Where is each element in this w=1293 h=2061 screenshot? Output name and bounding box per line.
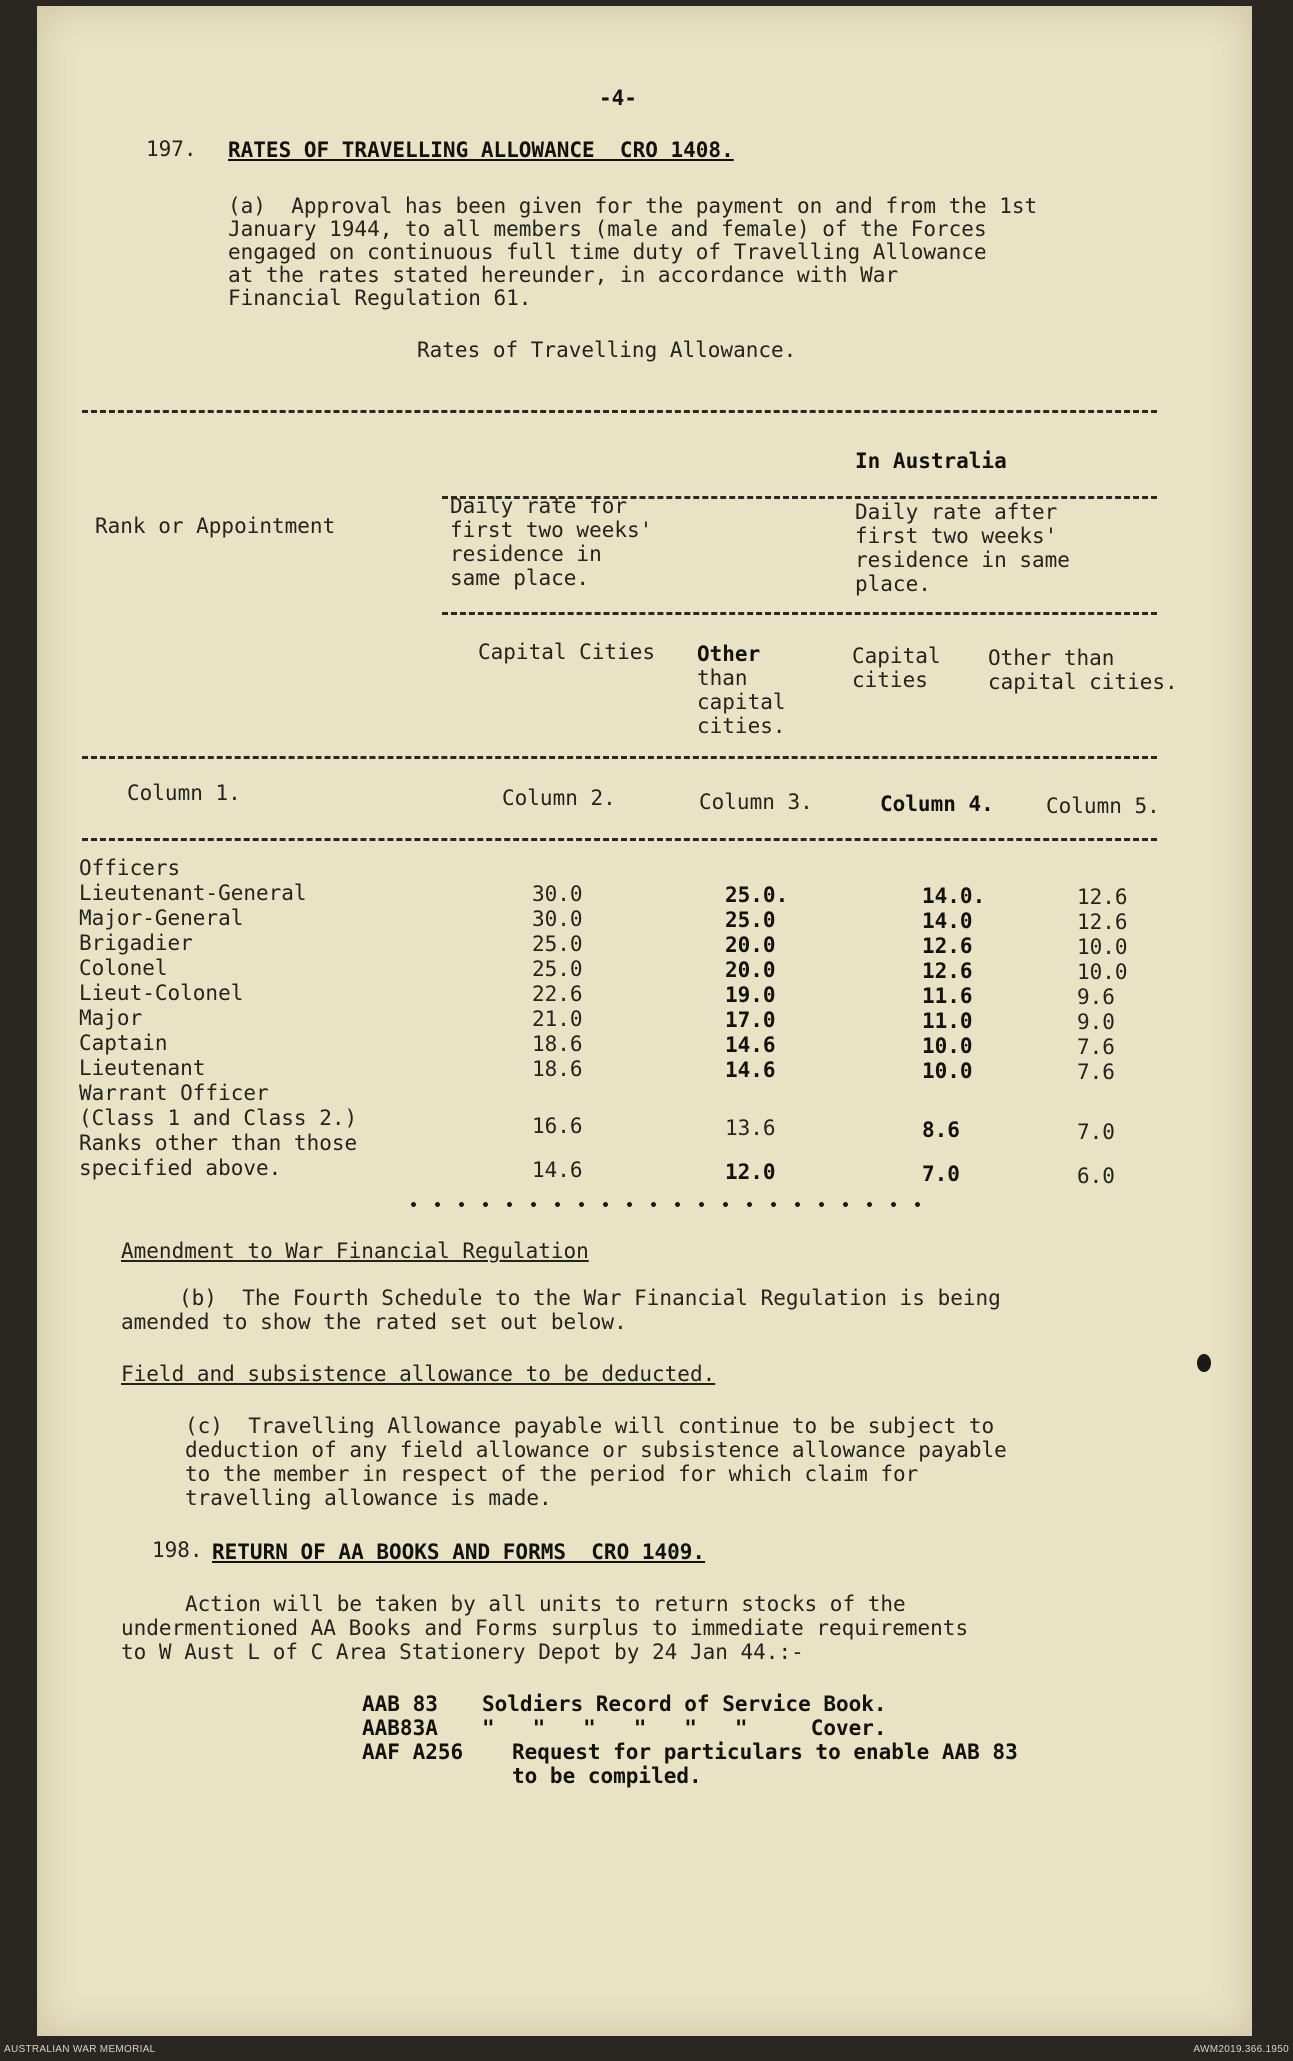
sub-header-other-than: than [697, 666, 748, 690]
form-code: AAB 83 [362, 1692, 438, 1716]
sub-header-capital-cities: Capital Cities [478, 640, 656, 664]
rate-cell-c5: 9.6 [1077, 985, 1115, 1009]
rate-cell-c3: 20.0 [725, 933, 776, 957]
warrant-c4: 8.6 [922, 1118, 960, 1142]
sub-header-capital-cities-2: cities [852, 668, 928, 692]
separator-dot [627, 1202, 632, 1207]
table-rule-mid [82, 756, 1157, 759]
rank-name: Captain [79, 1031, 168, 1055]
other-c5: 6.0 [1077, 1164, 1115, 1188]
in-australia-header: In Australia [855, 449, 1007, 473]
separator-dot [819, 1202, 824, 1207]
sub-header-other-than: Other [697, 642, 761, 666]
rate-cell-c4: 11.6 [922, 984, 973, 1008]
rate-cell-c5: 7.6 [1077, 1035, 1115, 1059]
separator-dot [675, 1202, 680, 1207]
col-group-1-line: residence in [450, 542, 602, 566]
other-c2: 14.6 [532, 1158, 583, 1182]
para-a-line: (a) Approval has been given for the payment on and from the 1st [228, 194, 1038, 218]
separator-dot [867, 1202, 872, 1207]
rank-name: Brigadier [79, 931, 193, 955]
column-label: Column 2. [502, 786, 616, 810]
separator-dot [723, 1202, 728, 1207]
rate-cell-c2: 25.0 [532, 957, 583, 981]
separator-dot [699, 1202, 704, 1207]
form-description: " " " " " " Cover. [482, 1716, 887, 1740]
rank-name: Lieut-Colonel [79, 981, 244, 1005]
para-a-line: Financial Regulation 61. [228, 286, 532, 310]
rank-header: Rank or Appointment [95, 514, 336, 538]
col-group-2-line: Daily rate after [855, 500, 1058, 524]
rate-cell-c4: 10.0 [922, 1059, 973, 1083]
separator-dot [459, 1202, 464, 1207]
para-b-line: (b) The Fourth Schedule to the War Financial Regulation is being [179, 1286, 1001, 1310]
section-198-body: Action will be taken by all units to return stocks of the [185, 1592, 906, 1616]
para-a-line: at the rates stated hereunder, in accordance with War [228, 263, 899, 287]
sub-header-other-than: cities. [697, 714, 786, 738]
rate-cell-c2: 30.0 [532, 882, 583, 906]
rate-cell-c5: 10.0 [1077, 960, 1128, 984]
para-c-line: (c) Travelling Allowance payable will continue to be subject to [185, 1414, 995, 1438]
section-198-body: to W Aust L of C Area Stationery Depot by 24 Jan 44.:- [121, 1640, 804, 1664]
officers-label: Officers [79, 856, 181, 880]
rate-cell-c2: 18.6 [532, 1057, 583, 1081]
para-c-line: to the member in respect of the period for which claim for [185, 1462, 919, 1486]
table-rule-top [82, 410, 1157, 413]
page-number: -4- [599, 86, 637, 110]
rate-cell-c2: 25.0 [532, 932, 583, 956]
rate-cell-c3: 14.6 [725, 1033, 776, 1057]
amendment-heading: Amendment to War Financial Regulation [121, 1239, 589, 1263]
footer-right: AWM2019.366.1950 [1193, 2044, 1289, 2055]
col-group-2-line: place. [855, 572, 931, 596]
other-c3: 12.0 [725, 1160, 776, 1184]
table-rule-bottom [82, 838, 1157, 841]
rate-cell-c3: 14.6 [725, 1058, 776, 1082]
rate-cell-c2: 21.0 [532, 1007, 583, 1031]
para-c-line: travelling allowance is made. [185, 1486, 552, 1510]
rate-cell-c5: 10.0 [1077, 935, 1128, 959]
section-198-number: 198. [152, 1538, 203, 1562]
rate-cell-c2: 30.0 [532, 907, 583, 931]
sub-header-capital-cities-2: Capital [852, 644, 941, 668]
rate-cell-c5: 9.0 [1077, 1010, 1115, 1034]
other-c4: 7.0 [922, 1162, 960, 1186]
rate-cell-c4: 10.0 [922, 1034, 973, 1058]
col-group-2-line: first two weeks' [855, 524, 1058, 548]
separator-dot [771, 1202, 776, 1207]
table-title: Rates of Travelling Allowance. [417, 338, 797, 362]
sub-header-other-than-capital: capital cities. [988, 670, 1178, 694]
section-197-heading: RATES OF TRAVELLING ALLOWANCE CRO 1408. [228, 138, 734, 162]
form-description: Soldiers Record of Service Book. [482, 1692, 887, 1716]
separator-dot [747, 1202, 752, 1207]
rate-cell-c2: 18.6 [532, 1032, 583, 1056]
ink-blot [1197, 1354, 1211, 1372]
form-code: AAF A256 [362, 1740, 464, 1764]
para-a-line: January 1944, to all members (male and female) of the Forces [228, 217, 987, 241]
sub-header-rule [442, 612, 1157, 615]
para-a-line: engaged on continuous full time duty of Travelling Allowance [228, 240, 987, 264]
separator-dot [843, 1202, 848, 1207]
warrant-c5: 7.0 [1077, 1120, 1115, 1144]
section-198-heading: RETURN OF AA BOOKS AND FORMS CRO 1409. [212, 1540, 706, 1564]
section-197-number: 197. [146, 137, 197, 161]
form-description: Request for particulars to enable AAB 83 [512, 1740, 1018, 1764]
section-198-body: undermentioned AA Books and Forms surplus to immediate requirements [121, 1616, 969, 1640]
separator-dot [411, 1202, 416, 1207]
sub-header-other-than: capital [697, 690, 786, 714]
sub-header-other-than-capital: Other than [988, 646, 1115, 670]
col-group-1-line: same place. [450, 566, 590, 590]
warrant-c3: 13.6 [725, 1116, 776, 1140]
rate-cell-c3: 17.0 [725, 1008, 776, 1032]
warrant-c2: 16.6 [532, 1114, 583, 1138]
rank-name: Colonel [79, 956, 168, 980]
rate-cell-c4: 14.0. [922, 884, 986, 908]
separator-dot [579, 1202, 584, 1207]
col-group-1-line: Daily rate for [450, 494, 628, 518]
rate-cell-c5: 7.6 [1077, 1060, 1115, 1084]
separator-dot [651, 1202, 656, 1207]
column-label: Column 1. [127, 781, 241, 805]
col-group-1-line: first two weeks' [450, 518, 653, 542]
other-ranks: Ranks other than those [79, 1131, 358, 1155]
footer-left: AUSTRALIAN WAR MEMORIAL [4, 2044, 156, 2055]
para-c-line: deduction of any field allowance or subsistence allowance payable [185, 1438, 1007, 1462]
column-label: Column 3. [699, 790, 813, 814]
separator-dot [435, 1202, 440, 1207]
separator-dot [915, 1202, 920, 1207]
rank-name: Lieutenant [79, 1056, 206, 1080]
other-ranks: specified above. [79, 1156, 282, 1180]
rate-cell-c4: 12.6 [922, 959, 973, 983]
rate-cell-c3: 20.0 [725, 958, 776, 982]
rate-cell-c4: 14.0 [922, 909, 973, 933]
column-label: Column 4. [880, 792, 994, 816]
field-allowance-heading: Field and subsistence allowance to be deducted. [121, 1362, 716, 1386]
rank-name: Major [79, 1006, 143, 1030]
separator-dot [603, 1202, 608, 1207]
rate-cell-c3: 25.0 [725, 908, 776, 932]
rate-cell-c4: 11.0 [922, 1009, 973, 1033]
document-paper [37, 6, 1252, 2036]
rate-cell-c3: 19.0 [725, 983, 776, 1007]
rate-cell-c5: 12.6 [1077, 910, 1128, 934]
separator-dot [507, 1202, 512, 1207]
rate-cell-c3: 25.0. [725, 883, 789, 907]
form-description: to be compiled. [512, 1764, 702, 1788]
para-b-line: amended to show the rated set out below. [121, 1310, 627, 1334]
rate-cell-c4: 12.6 [922, 934, 973, 958]
form-code: AAB83A [362, 1716, 438, 1740]
warrant-rank: (Class 1 and Class 2.) [79, 1106, 358, 1130]
separator-dot [891, 1202, 896, 1207]
rate-cell-c2: 22.6 [532, 982, 583, 1006]
separator-dot [555, 1202, 560, 1207]
warrant-rank: Warrant Officer [79, 1081, 269, 1105]
col-group-2-line: residence in same [855, 548, 1070, 572]
separator-dot [795, 1202, 800, 1207]
separator-dot [483, 1202, 488, 1207]
separator-dot [531, 1202, 536, 1207]
column-label: Column 5. [1046, 794, 1160, 818]
rank-name: Major-General [79, 906, 244, 930]
rank-name: Lieutenant-General [79, 881, 307, 905]
rate-cell-c5: 12.6 [1077, 885, 1128, 909]
